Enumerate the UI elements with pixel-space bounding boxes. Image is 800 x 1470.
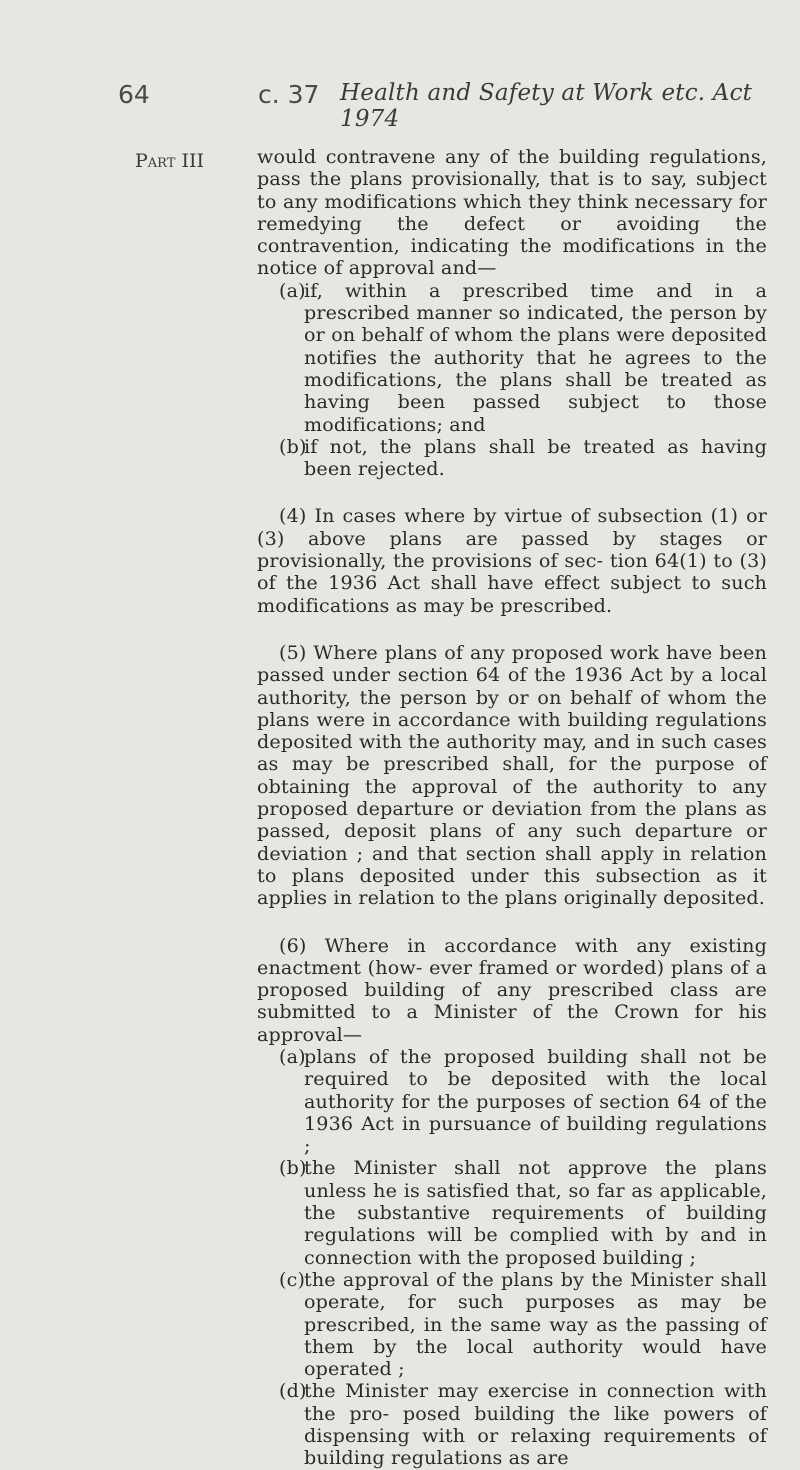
item-label: (a) <box>279 278 306 302</box>
paragraph-6-item-d <box>257 1380 767 1469</box>
paragraph-6-item-a <box>257 1046 767 1157</box>
intro-item-a <box>257 280 767 436</box>
item-label: (c) <box>279 1267 306 1291</box>
margin-note-part: Part III <box>135 150 204 172</box>
item-label: (a) <box>279 1044 306 1068</box>
paragraph-5: (5) Where plans of any proposed work have been passed under section 64 of the 1936 Act by a local authority, the person by or on behalf of whom the plans were in accordance with building regulations deposited with the authority may, and in such cases as may be prescribed shall, for the purpose of obtaining the approval of the authority to any proposed departure or deviation from the plans as passed, deposit plans of any such departure or deviation ; and that section shall apply in relation to plans deposited under this subsection as it applies in relation to the plans originally deposited. <box>257 640 767 910</box>
intro-paragraph: would contravene any of the building regulations, pass the plans provisionally, that is to say, subject to any modifications which they think necessary for remedying the defect or avoiding the contravention, indicating the modifications in the notice of approval and— <box>257 145 767 280</box>
item-label: (d) <box>279 1379 307 1403</box>
item-text: if not, the plans shall be treated as having been rejected. <box>304 434 767 481</box>
chapter-reference: c. 37 <box>258 80 320 109</box>
item-text: the Minister may exercise in connection with the pro- posed building the like powers of dispensing with or relaxing requirements of building regulations as are <box>304 1379 767 1470</box>
item-text: plans of the proposed building shall not be required to be deposited with the local authority for the purposes of section 64 of the 1936 Act in pursuance of building regulations ; <box>304 1044 767 1158</box>
item-text: if, within a prescribed time and in a prescribed manner so indicated, the person by or on behalf of whom the plans were deposited notifies the authority that he agrees to the modifications, the plans shall be treated as having been passed subject to those modifications; and <box>304 278 767 436</box>
running-title: Health and Safety at Work etc. Act 1974 <box>340 80 753 132</box>
item-label: (b) <box>279 1156 307 1180</box>
paragraph-6-item-b <box>257 1157 767 1268</box>
paragraph-6: (6) Where in accordance with any existing enactment (how- ever framed or worded) plans of a proposed building of any prescribed class are submitted to a Minister of the Crown for his approval— <box>257 933 767 1046</box>
body-text <box>257 146 767 1470</box>
item-label: (b) <box>279 434 307 458</box>
intro-item-b <box>257 436 767 481</box>
paragraph-4: (4) In cases where by virtue of subsection (1) or (3) above plans are passed by stages or provisionally, the provisions of sec- tion 64(1) to (3) of the 1936 Act shall have effect subject to such modifications as may be prescribed. <box>257 504 767 617</box>
page-number: 64 <box>118 80 150 109</box>
paragraph-6-item-c <box>257 1269 767 1380</box>
item-text: the Minister shall not approve the plans unless he is satisfied that, so far as applicable, the substantive requirements of building regulations will be complied with by and in connection with the proposed building ; <box>304 1156 767 1269</box>
item-text: the approval of the plans by the Minister shall operate, for such purposes as may be prescribed, in the same way as the passing of them by the local authority would have operated ; <box>304 1267 767 1381</box>
